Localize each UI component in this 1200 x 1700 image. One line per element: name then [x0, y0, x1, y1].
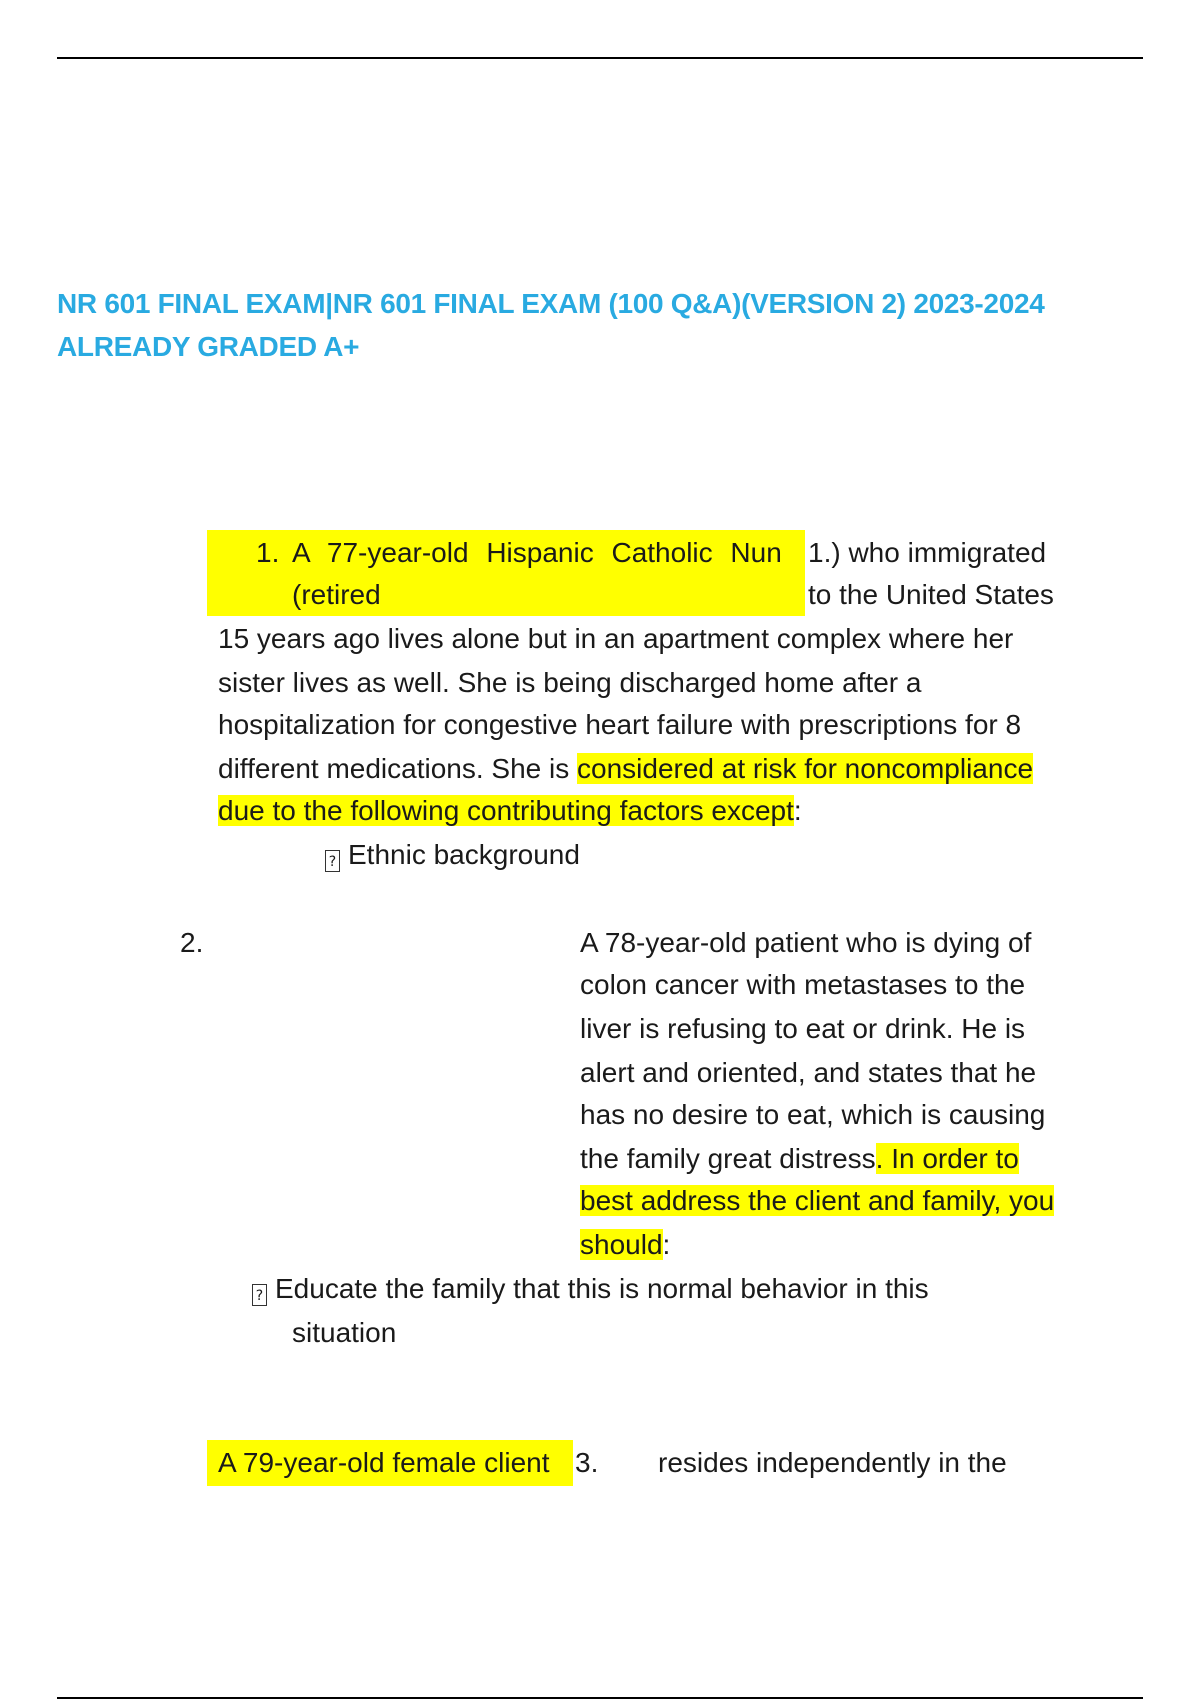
q1-answer-text: Ethnic background — [348, 839, 580, 870]
q1-line6-text: different medications. She is — [218, 753, 578, 784]
q1-line6-highlight: considered at risk for noncompliance — [577, 753, 1034, 784]
q2-line-7 — [580, 1180, 1054, 1222]
q3-number: 3. — [575, 1447, 599, 1478]
q1-body-line: sister lives as well. She is being discharged home after a — [218, 667, 922, 698]
q2-line: alert and oriented, and states that he — [580, 1057, 1037, 1088]
q2-number: 2. — [180, 927, 204, 958]
q1-stem-line2-b: to the United States — [808, 579, 1054, 610]
q1-number: 1. — [256, 537, 280, 568]
q2-line: A 78-year-old patient who is dying of — [580, 927, 1032, 958]
q2-line8-tail: : — [662, 1229, 671, 1260]
q2-line7-highlight: best address the client and family, you — [580, 1185, 1055, 1216]
q3-text: resides independently in the — [658, 1447, 1007, 1478]
q1-line7-tail: : — [793, 795, 802, 826]
footer-rule — [57, 1697, 1143, 1699]
q2-line8-highlight: should — [580, 1229, 663, 1260]
q2-answer-line2: situation — [292, 1317, 397, 1348]
q1-body-line-6 — [218, 748, 1033, 790]
q2-line-8 — [580, 1224, 670, 1266]
q2-line: colon cancer with metastases to the — [580, 969, 1026, 1000]
missing-glyph-icon: ? — [325, 850, 340, 872]
header-rule — [57, 57, 1143, 59]
q2-line6-highlight: . In order to — [875, 1143, 1019, 1174]
q2-answer-text: Educate the family that this is normal behavior in this — [275, 1273, 929, 1304]
missing-glyph-icon: ? — [252, 1284, 267, 1306]
q2-line: has no desire to eat, which is causing — [580, 1099, 1046, 1130]
q2-line6-text: the family great distress — [580, 1143, 876, 1174]
q1-answer — [325, 834, 580, 876]
q1-body-line: hospitalization for congestive heart failure with prescriptions for 8 — [218, 709, 1022, 740]
document-title: NR 601 FINAL EXAM|NR 601 FINAL EXAM (100 Q&A)(VERSION 2) 2023-2024 ALREADY GRADED A+ — [57, 288, 1045, 362]
q1-body-line-7 — [218, 790, 802, 832]
q1-stem-line1-a: A 77-year-old Hispanic Catholic Nun — [292, 537, 782, 568]
q2-line-6 — [580, 1138, 1019, 1180]
q3-highlight-text: A 79-year-old female client — [218, 1447, 550, 1478]
q1-stem-line1-b: 1.) who immigrated — [808, 537, 1047, 568]
q2-line: liver is refusing to eat or drink. He is — [580, 1013, 1026, 1044]
q2-answer-line1 — [252, 1268, 929, 1310]
q1-stem-line2-a: (retired — [292, 579, 381, 610]
q1-line7-highlight: due to the following contributing factors except — [218, 795, 794, 826]
q1-body-line: 15 years ago lives alone but in an apartment complex where her — [218, 623, 1014, 654]
